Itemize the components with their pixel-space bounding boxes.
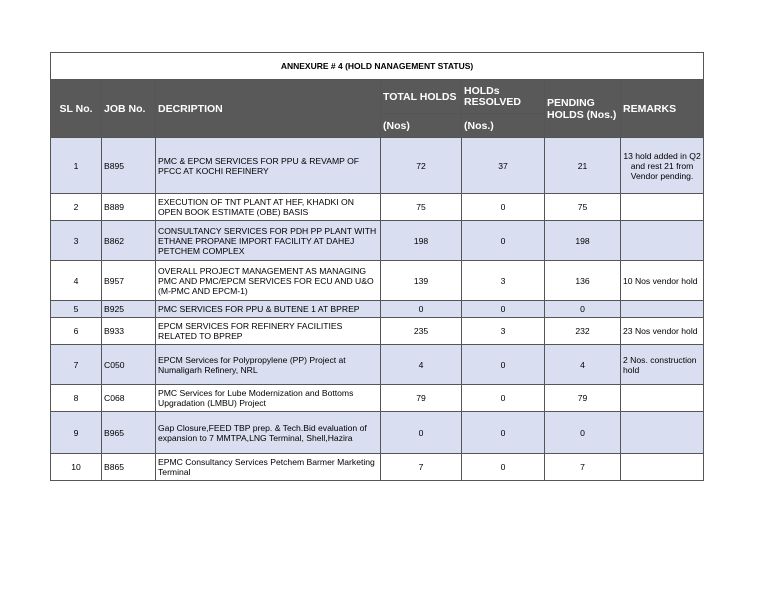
table-row [51,454,704,481]
header-holds-resolved-unit: (Nos.) [462,114,545,138]
table-row [51,261,704,301]
cell-pending: 4 [545,345,621,385]
cell-job: C050 [102,345,156,385]
cell-resolved: 0 [462,194,545,221]
table-row [51,138,704,194]
cell-total: 0 [381,412,462,454]
cell-description: EPCM SERVICES FOR REFINERY FACILITIES RELATED TO BPREP [156,318,381,345]
cell-total: 7 [381,454,462,481]
cell-remarks [621,412,704,454]
cell-remarks [621,454,704,481]
header-description: DECRIPTION [156,80,381,138]
table-row [51,194,704,221]
table-row [51,385,704,412]
cell-remarks [621,221,704,261]
hold-status-table [50,52,704,481]
cell-pending: 21 [545,138,621,194]
header-total-holds-unit: (Nos) [381,114,462,138]
header-total-holds: TOTAL HOLDS [381,80,462,114]
cell-sl: 9 [51,412,102,454]
cell-job: C068 [102,385,156,412]
cell-resolved: 0 [462,454,545,481]
table-row [51,345,704,385]
cell-pending: 198 [545,221,621,261]
cell-pending: 79 [545,385,621,412]
cell-job: B889 [102,194,156,221]
cell-description: Gap Closure,FEED TBP prep. & Tech.Bid evaluation of expansion to 7 MMTPA,LNG Terminal, Shell,Hazira [156,412,381,454]
cell-sl: 2 [51,194,102,221]
cell-total: 79 [381,385,462,412]
cell-resolved: 3 [462,261,545,301]
cell-total: 72 [381,138,462,194]
cell-total: 235 [381,318,462,345]
cell-remarks [621,194,704,221]
cell-pending: 75 [545,194,621,221]
cell-sl: 1 [51,138,102,194]
cell-sl: 4 [51,261,102,301]
table-row [51,412,704,454]
cell-description: PMC Services for Lube Modernization and Bottoms Upgradation (LMBU) Project [156,385,381,412]
cell-total: 139 [381,261,462,301]
cell-pending: 136 [545,261,621,301]
cell-description: EPCM Services for Polypropylene (PP) Project at Numaligarh Refinery, NRL [156,345,381,385]
table-row [51,318,704,345]
cell-remarks: 23 Nos vendor hold [621,318,704,345]
cell-sl: 10 [51,454,102,481]
table-row [51,301,704,318]
cell-description: OVERALL PROJECT MANAGEMENT AS MANAGING PMC AND PMC/EPCM SERVICES FOR ECU AND U&O (M-PMC AND EPCM-1) [156,261,381,301]
cell-pending: 232 [545,318,621,345]
cell-total: 75 [381,194,462,221]
cell-pending: 0 [545,412,621,454]
cell-remarks: 2 Nos. construction hold [621,345,704,385]
cell-description: EXECUTION OF TNT PLANT AT HEF, KHADKI ON OPEN BOOK ESTIMATE (OBE) BASIS [156,194,381,221]
cell-job: B965 [102,412,156,454]
cell-resolved: 0 [462,345,545,385]
cell-resolved: 0 [462,301,545,318]
cell-total: 198 [381,221,462,261]
header-pending-holds: PENDING HOLDS (Nos.) [545,80,621,138]
cell-job: B933 [102,318,156,345]
cell-pending: 7 [545,454,621,481]
cell-sl: 3 [51,221,102,261]
cell-resolved: 0 [462,412,545,454]
header-sl-no: SL No. [51,80,102,138]
header-holds-resolved: HOLDs RESOLVED [462,80,545,114]
cell-description: CONSULTANCY SERVICES FOR PDH PP PLANT WITH ETHANE PROPANE IMPORT FACILITY AT DAHEJ PETCHEM COMPLEX [156,221,381,261]
cell-resolved: 0 [462,221,545,261]
cell-job: B862 [102,221,156,261]
cell-description: PMC & EPCM SERVICES FOR PPU & REVAMP OF PFCC AT KOCHI REFINERY [156,138,381,194]
cell-sl: 6 [51,318,102,345]
cell-sl: 8 [51,385,102,412]
cell-total: 4 [381,345,462,385]
cell-job: B957 [102,261,156,301]
table-title: ANNEXURE # 4 (HOLD NANAGEMENT STATUS) [51,53,704,80]
cell-sl: 7 [51,345,102,385]
header-job-no: JOB No. [102,80,156,138]
cell-remarks: 10 Nos vendor hold [621,261,704,301]
cell-sl: 5 [51,301,102,318]
cell-resolved: 0 [462,385,545,412]
cell-resolved: 37 [462,138,545,194]
cell-description: EPMC Consultancy Services Petchem Barmer Marketing Terminal [156,454,381,481]
cell-resolved: 3 [462,318,545,345]
cell-total: 0 [381,301,462,318]
cell-remarks: 13 hold added in Q2 and rest 21 from Vendor pending. [621,138,704,194]
cell-job: B925 [102,301,156,318]
table-row [51,221,704,261]
cell-job: B895 [102,138,156,194]
cell-pending: 0 [545,301,621,318]
cell-description: PMC SERVICES FOR PPU & BUTENE 1 AT BPREP [156,301,381,318]
header-remarks: REMARKS [621,80,704,138]
cell-job: B865 [102,454,156,481]
cell-remarks [621,301,704,318]
cell-remarks [621,385,704,412]
